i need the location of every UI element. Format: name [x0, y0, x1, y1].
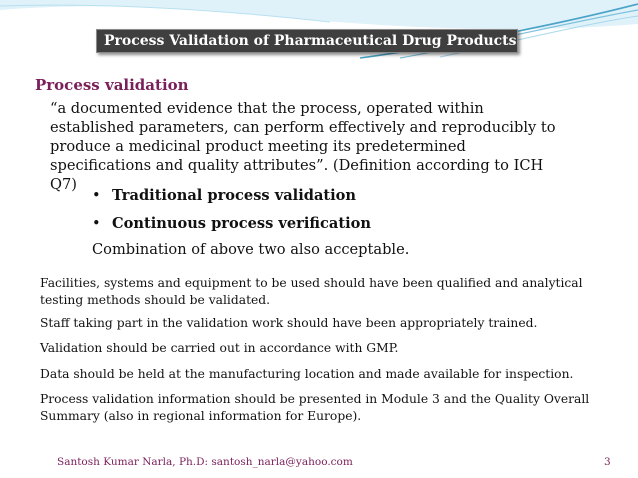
page-number: 3	[604, 456, 611, 468]
section-heading: Process validation	[35, 76, 189, 94]
slide-title: Process Validation of Pharmaceutical Drug Products	[104, 33, 517, 49]
definition-quote: “a documented evidence that the process, operated within established parameters, can perform effectively and reproducibly to produce a medicinal product meeting its predetermined specifications and quality attributes”. (Definition according to ICH Q7)	[50, 100, 556, 193]
bullet-label: Continuous process verification	[112, 215, 371, 232]
combination-note: Combination of above two also acceptable.	[92, 241, 410, 258]
footer-author: Santosh Kumar Narla, Ph.D: santosh_narla@yahoo.com	[57, 456, 353, 468]
list-item	[92, 186, 371, 206]
validation-approaches-list	[92, 186, 371, 242]
bullet-marker: •	[92, 187, 101, 204]
requirement-paragraph: Data should be held at the manufacturing location and made available for inspection.	[40, 367, 574, 381]
requirement-paragraph: Facilities, systems and equipment to be used should have been qualified and analytical testing methods should be validated.	[40, 276, 583, 307]
list-item	[92, 214, 371, 234]
swoosh-fill	[0, 0, 638, 29]
requirement-paragraph: Staff taking part in the validation work should have been appropriately trained.	[40, 316, 538, 330]
bullet-label: Traditional process validation	[112, 187, 357, 204]
requirement-paragraph: Validation should be carried out in accordance with GMP.	[40, 341, 399, 355]
requirement-paragraph: Process validation information should be presented in Module 3 and the Quality Overall Summary (also in regional information for Europe).	[40, 392, 590, 423]
bullet-marker: •	[92, 215, 101, 232]
